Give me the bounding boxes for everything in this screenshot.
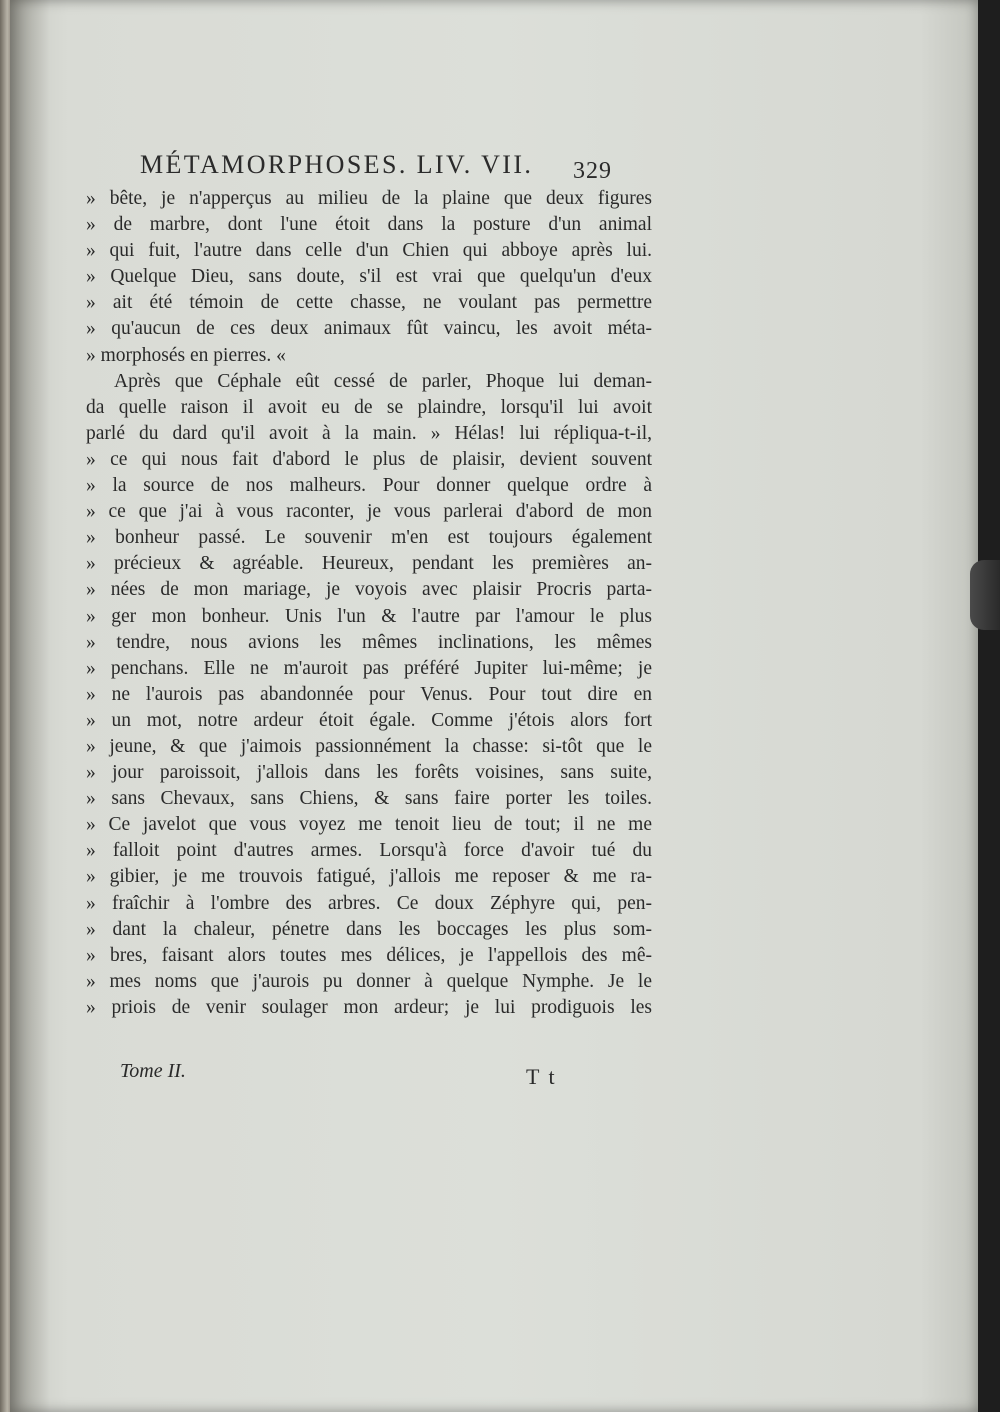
text-line: » gibier, je me trouvois fatigué, j'allois me reposer & me ra- [86,866,652,888]
text-line: » ne l'aurois pas abandonnée pour Venus. Pour tout dire en [86,683,652,705]
text-line: » qui fuit, l'autre dans celle d'un Chien qui abboye après lui. [86,240,652,262]
text-line: » Ce javelot que vous voyez me tenoit lieu de tout; il ne me [86,814,652,836]
text-line: » ce que j'ai à vous raconter, je vous parlerai d'abord de mon [86,501,652,523]
running-header [140,150,660,184]
text-line: » bonheur passé. Le souvenir m'en est toujours également [86,527,652,549]
text-line: » mes noms que j'aurois pu donner à quelque Nymphe. Je le [86,970,652,992]
text-line: » penchans. Elle ne m'auroit pas préféré Jupiter lui-même; je [86,657,652,679]
text-line: » un mot, notre ardeur étoit égale. Comme j'étois alors fort [86,709,652,731]
text-line: » jour paroissoit, j'allois dans les forêts voisines, sans suite, [86,762,652,784]
text-line: » fraîchir à l'ombre des arbres. Ce doux Zéphyre qui, pen- [86,892,652,914]
text-line: » la source de nos malheurs. Pour donner quelque ordre à [86,475,652,497]
text-line: » jeune, & que j'aimois passionnément la chasse: si-tôt que le [86,735,652,757]
volume-label: Tome II. [120,1060,186,1082]
page-number: 329 [573,158,612,184]
text-line: Après que Céphale eût cessé de parler, Phoque lui deman- [114,370,652,392]
text-line: » ait été témoin de cette chasse, ne voulant pas permettre [86,292,652,314]
body-text [86,186,652,1021]
running-title: MÉTAMORPHOSES. LIV. VII. [140,150,534,179]
signature-mark: T t [526,1064,557,1089]
gutter-shadow [10,0,50,1412]
text-line: » morphosés en pierres. « [86,344,286,366]
text-line: » Quelque Dieu, sans doute, s'il est vrai que quelqu'un d'eux [86,266,652,288]
text-line: » tendre, nous avions les mêmes inclinations, les mêmes [86,631,652,653]
text-line: » priois de venir soulager mon ardeur; je lui prodiguois les [86,996,652,1018]
book-clip [970,560,1000,630]
text-line: » précieux & agréable. Heureux, pendant les premières an- [86,553,652,575]
text-line: parlé du dard qu'il avoit à la main. » Hélas! lui répliqua-t-il, [86,422,652,444]
text-line: » sans Chevaux, sans Chiens, & sans faire porter les toiles. [86,788,652,810]
text-line: » qu'aucun de ces deux animaux fût vaincu, les avoit méta- [86,318,652,340]
text-line: » de marbre, dont l'une étoit dans la posture d'un animal [86,214,652,236]
text-line: » bête, je n'apperçus au milieu de la plaine que deux figures [86,188,652,209]
text-line: » dant la chaleur, pénetre dans les boccages les plus som- [86,918,652,940]
text-line: » falloit point d'autres armes. Lorsqu'à force d'avoir tué du [86,840,652,862]
text-line: » ger mon bonheur. Unis l'un & l'autre par l'amour le plus [86,605,652,627]
text-line: » bres, faisant alors toutes mes délices, je l'appellois des mê- [86,944,652,966]
text-line: » ce qui nous fait d'abord le plus de plaisir, devient souvent [86,448,652,470]
text-line: da quelle raison il avoit eu de se plaindre, lorsqu'il lui avoit [86,396,652,418]
page-footer [120,1060,580,1096]
text-line: » nées de mon mariage, je voyois avec plaisir Procris parta- [86,579,652,601]
